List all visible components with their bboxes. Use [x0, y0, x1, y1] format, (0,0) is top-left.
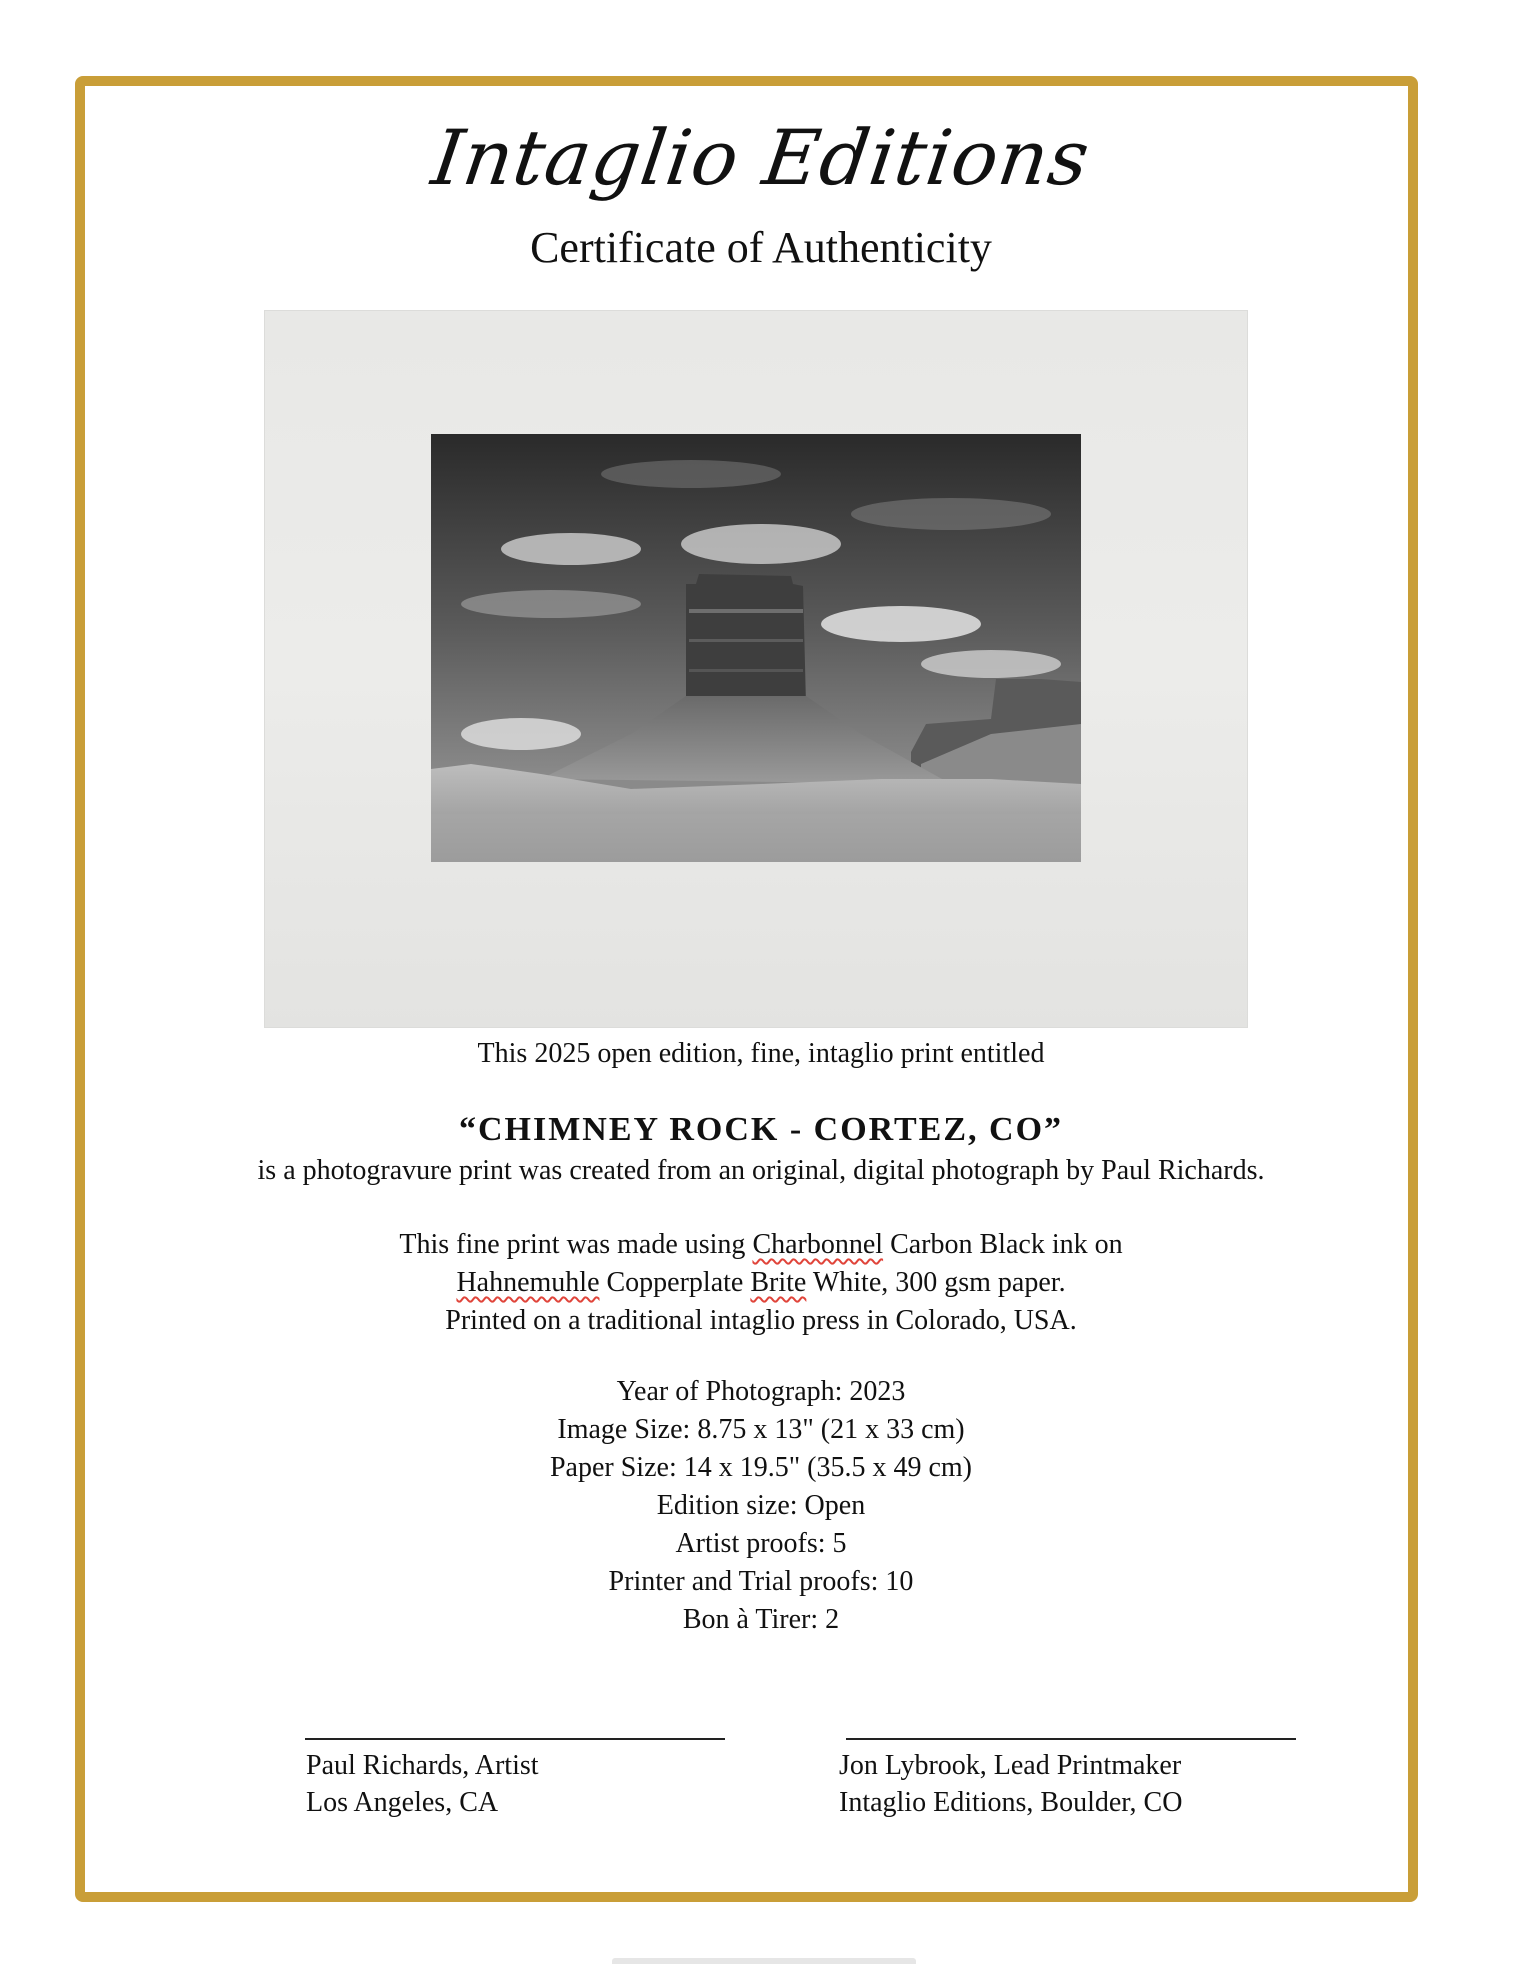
- intro-text: This 2025 open edition, fine, intaglio print entitled: [477, 1038, 1045, 1069]
- materials-text: This fine print was made using: [399, 1229, 753, 1260]
- materials-line-2: [0, 1264, 1522, 1302]
- materials-line-1: [0, 1226, 1522, 1264]
- certificate-subtitle: Certificate of Authenticity: [530, 223, 992, 272]
- materials-block: [0, 1226, 1522, 1340]
- detail-line: Bon à Tirer: 2: [682, 1604, 840, 1635]
- detail-line: Image Size: 8.75 x 13" (21 x 33 cm): [557, 1414, 965, 1445]
- brand-title: Intaglio Editions: [426, 113, 1096, 202]
- artist-name: Paul Richards, Artist: [306, 1750, 539, 1781]
- detail-line: Artist proofs: 5: [675, 1528, 847, 1559]
- printer-signature-block: [839, 1747, 1182, 1821]
- photo-print-mat: [264, 310, 1248, 1028]
- print-details-list: [0, 1373, 1522, 1639]
- spellcheck-word: Brite: [750, 1267, 807, 1298]
- printer-name: Jon Lybrook, Lead Printmaker: [839, 1750, 1182, 1781]
- detail-line: Paper Size: 14 x 19.5" (35.5 x 49 cm): [549, 1452, 973, 1483]
- detail-line: Printer and Trial proofs: 10: [608, 1566, 914, 1597]
- scroll-edge-bar: [612, 1958, 916, 1964]
- printer-location: Intaglio Editions, Boulder, CO: [839, 1787, 1183, 1818]
- print-title: “CHIMNEY ROCK - CORTEZ, CO”: [458, 1111, 1064, 1148]
- artist-signature-block: [306, 1747, 539, 1821]
- description-text: is a photogravure print was created from an original, digital photograph by Paul Richards.: [257, 1155, 1265, 1186]
- materials-text: White, 300 gsm paper.: [806, 1267, 1066, 1298]
- detail-line: Year of Photograph: 2023: [616, 1376, 906, 1407]
- spellcheck-word: Hahnemuhle: [456, 1267, 600, 1298]
- artist-signature-line: [305, 1738, 725, 1740]
- spellcheck-word: Charbonnel: [752, 1229, 884, 1260]
- printer-signature-line: [846, 1738, 1296, 1740]
- materials-text: Carbon Black ink on: [883, 1229, 1123, 1260]
- chimney-rock-photograph: [431, 434, 1081, 862]
- detail-line: Edition size: Open: [656, 1490, 866, 1521]
- materials-line-3: Printed on a traditional intaglio press in Colorado, USA.: [445, 1305, 1077, 1336]
- materials-text: Copperplate: [599, 1267, 751, 1298]
- artist-location: Los Angeles, CA: [306, 1787, 499, 1818]
- photograph-drawing: [431, 434, 1081, 862]
